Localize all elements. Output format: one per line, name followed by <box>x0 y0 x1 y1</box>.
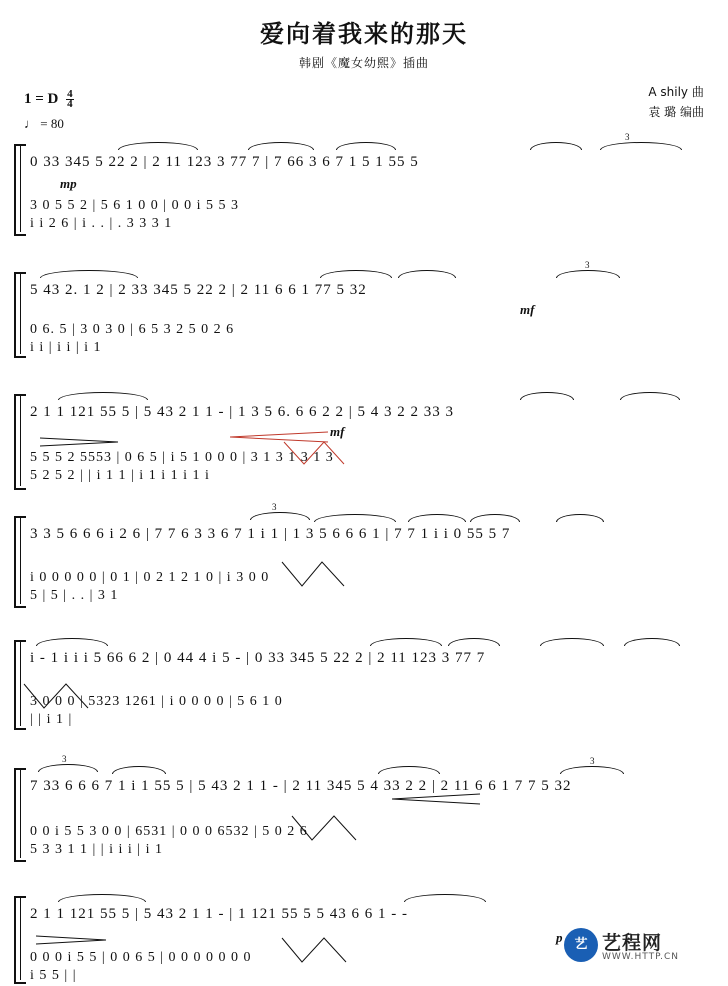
slur <box>118 142 198 150</box>
arpeggio-icon <box>280 936 352 964</box>
dynamic-mf: mf <box>330 424 345 439</box>
slur <box>336 142 396 150</box>
dynamic-p: p <box>556 930 563 945</box>
triplet-marking: 3 <box>625 132 630 142</box>
arranger-label: 袁 璐 编曲 <box>648 105 704 119</box>
slur <box>40 270 138 278</box>
system-brace-inner <box>20 768 21 858</box>
slur <box>248 142 314 150</box>
quarter-note-icon: ♩ <box>24 116 37 131</box>
slur <box>600 142 682 150</box>
watermark <box>564 926 714 970</box>
slur <box>520 392 574 400</box>
bass-line-lower: | | i 1 | <box>30 712 73 727</box>
system-1 <box>0 132 728 250</box>
triplet-marking: 3 <box>272 502 277 512</box>
slur <box>378 766 440 774</box>
slur <box>398 270 456 278</box>
melody-line: 3 3 5 6 6 6 i 2 6 | 7 7 6 3 3 6 7 1 i 1 | 1 3 5 6 6 6 1 | 7 7 1 i i 0 55 5 7 <box>30 526 511 542</box>
bass-line-lower: i 5 5 | | <box>30 968 77 983</box>
melody-line: 0 33 345 5 22 2 | 2 11 123 3 77 7 | 7 66 3 6 7 1 5 1 55 5 <box>30 154 419 170</box>
melody-line: 2 1 1 121 55 5 | 5 43 2 1 1 - | 1 3 5 6. 6 6 2 2 | 5 4 3 2 2 33 3 <box>30 404 455 420</box>
tempo-marking <box>24 116 64 132</box>
slur <box>530 142 582 150</box>
arpeggio-icon <box>280 560 352 588</box>
system-5 <box>0 636 728 746</box>
slur <box>560 766 624 774</box>
system-4 <box>0 502 728 622</box>
page-title: 爱向着我来的那天 <box>260 20 468 48</box>
composer-label: A shily 曲 <box>648 85 704 99</box>
watermark-url: WWW.HTTP.CN <box>602 952 680 962</box>
slur <box>556 514 604 522</box>
slur <box>408 514 466 522</box>
hairpin-crescendo-icon <box>40 434 120 444</box>
slur <box>448 638 500 646</box>
system-brace-inner <box>20 272 21 354</box>
slur <box>620 392 680 400</box>
slur <box>38 764 98 772</box>
bass-line: 3 0 5 5 2 | 5 6 1 0 0 | 0 0 i 5 5 3 <box>30 198 239 213</box>
melody-line: i - 1 i i i 5 66 6 2 | 0 44 4 i 5 - | 0 33 345 5 22 2 | 2 11 123 3 77 7 <box>30 650 486 666</box>
slur <box>36 638 108 646</box>
bass-line: 0 0 i 5 5 3 0 0 | 6531 | 0 0 0 6532 | 5 0 2 6 <box>30 824 308 839</box>
hairpin-crescendo-icon <box>36 932 108 942</box>
bass-line-lower: 5 3 3 1 1 | | i i i | i 1 <box>30 842 163 857</box>
bass-line-lower: 5 | 5 | . . | 3 1 <box>30 588 119 603</box>
bass-line: 5 5 5 2 5553 | 0 6 5 | i 5 1 0 0 0 | 3 1 3 1 3 1 3 <box>30 450 334 465</box>
melody-line: 7 33 6 6 6 7 1 i 1 55 5 | 5 43 2 1 1 - | 2 11 345 5 4 33 2 2 | 2 11 6 6 1 7 7 5 32 <box>30 778 572 794</box>
system-2 <box>0 260 728 378</box>
key-label: 1 = D <box>24 90 59 107</box>
melody-line: 5 43 2. 1 2 | 2 33 345 5 22 2 | 2 11 6 6 1 77 5 32 <box>30 282 367 298</box>
page-subtitle: 韩剧《魔女幼熙》插曲 <box>298 56 429 70</box>
watermark-site-name: 艺程网 <box>602 932 663 954</box>
triplet-marking: 3 <box>62 754 67 764</box>
bass-line: 0 6. 5 | 3 0 3 0 | 6 5 3 2 5 0 2 6 <box>30 322 235 337</box>
triplet-marking: 3 <box>585 260 590 270</box>
melody-line: 2 1 1 121 55 5 | 5 43 2 1 1 - | 1 121 55 5 5 43 6 6 1 - - <box>30 906 408 922</box>
system-brace-inner <box>20 144 21 232</box>
time-signature-denominator: 4 <box>67 98 73 110</box>
tempo-value: = 80 <box>40 116 64 131</box>
system-brace-inner <box>20 896 21 980</box>
bass-line-lower: 5 2 5 2 | | i 1 1 | i 1 i 1 i 1 i <box>30 468 210 483</box>
slur <box>470 514 520 522</box>
bass-line-lower: i i 2 6 | i . . | . 3 3 3 1 <box>30 216 173 231</box>
slur <box>112 766 166 774</box>
credits <box>648 82 704 122</box>
system-3 <box>0 390 728 500</box>
slur <box>314 514 396 522</box>
slur <box>624 638 680 646</box>
key-signature <box>24 90 74 109</box>
bass-line: 3 0 0 0 | 5323 1261 | i 0 0 0 0 | 5 6 1 0 <box>30 694 283 709</box>
time-signature <box>66 90 74 109</box>
system-brace-inner <box>20 394 21 486</box>
slur <box>404 894 486 902</box>
dynamic-mf: mf <box>520 302 535 317</box>
watermark-logo-icon: 艺 <box>564 928 598 962</box>
slur <box>370 638 442 646</box>
bass-line: 0 0 0 i 5 5 | 0 0 6 5 | 0 0 0 0 0 0 0 <box>30 950 252 965</box>
system-brace-inner <box>20 516 21 604</box>
dynamic-mp: mp <box>60 176 77 191</box>
time-signature-numerator: 4 <box>67 88 73 100</box>
hairpin-diminuendo-icon <box>392 792 482 804</box>
slur <box>58 894 146 902</box>
slur <box>58 392 148 400</box>
slur <box>540 638 604 646</box>
system-brace-inner <box>20 640 21 726</box>
bass-line-lower: i i | i i | i 1 <box>30 340 102 355</box>
slur <box>556 270 620 278</box>
bass-line: i 0 0 0 0 0 | 0 1 | 0 2 1 2 1 0 | i 3 0 0 <box>30 570 270 585</box>
system-6 <box>0 754 728 874</box>
triplet-marking: 3 <box>590 756 595 766</box>
slur <box>250 512 310 520</box>
slur <box>320 270 392 278</box>
